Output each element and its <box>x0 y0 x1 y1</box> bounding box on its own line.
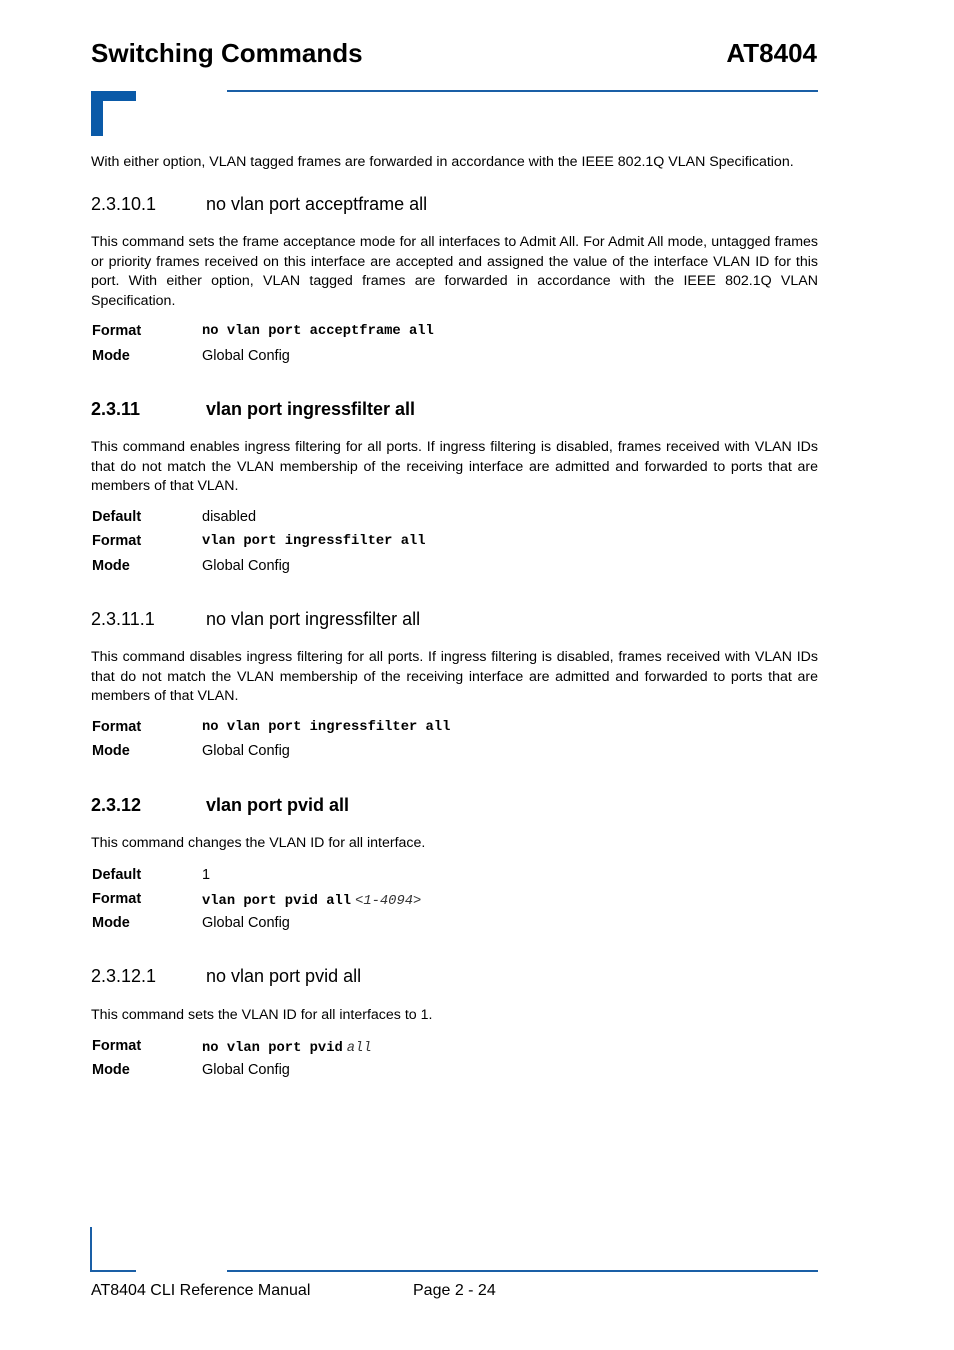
section-heading-2-3-11 <box>91 398 415 420</box>
default-value: 1 <box>202 867 211 883</box>
section-number: 2.3.11.1 <box>91 609 155 629</box>
footer-corner-vertical <box>90 1227 92 1272</box>
header-title: Switching Commands <box>91 38 363 68</box>
format-label: Format <box>92 719 142 735</box>
format-value: no vlan port acceptframe all <box>202 324 434 339</box>
section-title: no vlan port acceptframe all <box>206 194 428 214</box>
section-heading-2-3-10-1 <box>91 193 427 215</box>
section-heading-2-3-11-1 <box>91 608 420 630</box>
section-number: 2.3.11 <box>91 399 141 419</box>
mode-label: Mode <box>92 1062 130 1078</box>
section-number: 2.3.10.1 <box>91 194 157 214</box>
mode-label: Mode <box>92 558 130 574</box>
format-label: Format <box>92 533 142 549</box>
intro-paragraph: With either option, VLAN tagged frames are forwarded in accordance with the IEEE 802.1Q VLAN Specification. <box>91 154 794 170</box>
mode-value: Global Config <box>202 348 290 364</box>
footer-rule <box>227 1270 818 1272</box>
section-number: 2.3.12.1 <box>91 966 157 986</box>
format-command: vlan port pvid all <box>202 894 352 909</box>
default-label: Default <box>92 509 142 525</box>
default-label: Default <box>92 867 142 883</box>
section-title: no vlan port pvid all <box>206 966 362 986</box>
section-number: 2.3.12 <box>91 795 142 815</box>
format-command: no vlan port pvid <box>202 1041 343 1056</box>
section-body: This command disables ingress filtering for all ports. If ingress filtering is disabled, frames received with VLAN IDs that do not match the VLAN membership of the receiving interface are admitted and forwarded to ports that are members of that VLAN. <box>91 649 818 704</box>
format-label: Format <box>92 1038 142 1054</box>
section-title: vlan port pvid all <box>206 795 350 815</box>
mode-value: Global Config <box>202 558 290 574</box>
section-body: This command sets the VLAN ID for all interfaces to 1. <box>91 1007 433 1023</box>
section-title: no vlan port ingressfilter all <box>206 609 421 629</box>
section-body: This command enables ingress filtering for all ports. If ingress filtering is disabled, frames received with VLAN IDs that do not match the VLAN membership of the receiving interface are admitted and forwarded to ports that are members of that VLAN. <box>91 439 818 494</box>
corner-mark-vertical <box>91 91 103 136</box>
format-value: vlan port ingressfilter all <box>202 534 426 549</box>
default-value: disabled <box>202 509 257 525</box>
header-rule <box>227 90 818 92</box>
mode-value: Global Config <box>202 743 290 759</box>
footer-page-number: Page 2 - 24 <box>413 1282 496 1299</box>
mode-value: Global Config <box>202 915 290 931</box>
footer-corner-horizontal <box>90 1270 136 1272</box>
format-parameter: <1-4094> <box>355 894 422 909</box>
format-label: Format <box>92 891 142 907</box>
mode-value: Global Config <box>202 1062 290 1078</box>
format-label: Format <box>92 323 142 339</box>
mode-label: Mode <box>92 743 130 759</box>
mode-label: Mode <box>92 348 130 364</box>
format-parameter: all <box>346 1041 372 1056</box>
section-body: This command sets the frame acceptance mode for all interfaces to Admit All. For Admit All mode, untagged frames or priority frames received on this interface are accepted and assigned the value of the interface VLAN ID for this port. With either option, VLAN tagged frames are forwarded in accordance with the IEEE 802.1Q VLAN Specification. <box>91 234 818 309</box>
header-product: AT8404 <box>726 38 817 68</box>
mode-label: Mode <box>92 915 130 931</box>
footer-manual-title: AT8404 CLI Reference Manual <box>91 1282 311 1299</box>
section-title: vlan port ingressfilter all <box>206 399 416 419</box>
format-value: no vlan port ingressfilter all <box>202 720 451 735</box>
section-heading-2-3-12-1 <box>91 965 361 987</box>
section-body: This command changes the VLAN ID for all interface. <box>91 835 426 851</box>
format-value-line <box>202 891 421 911</box>
format-value-line <box>202 1038 372 1058</box>
section-heading-2-3-12 <box>91 794 349 816</box>
